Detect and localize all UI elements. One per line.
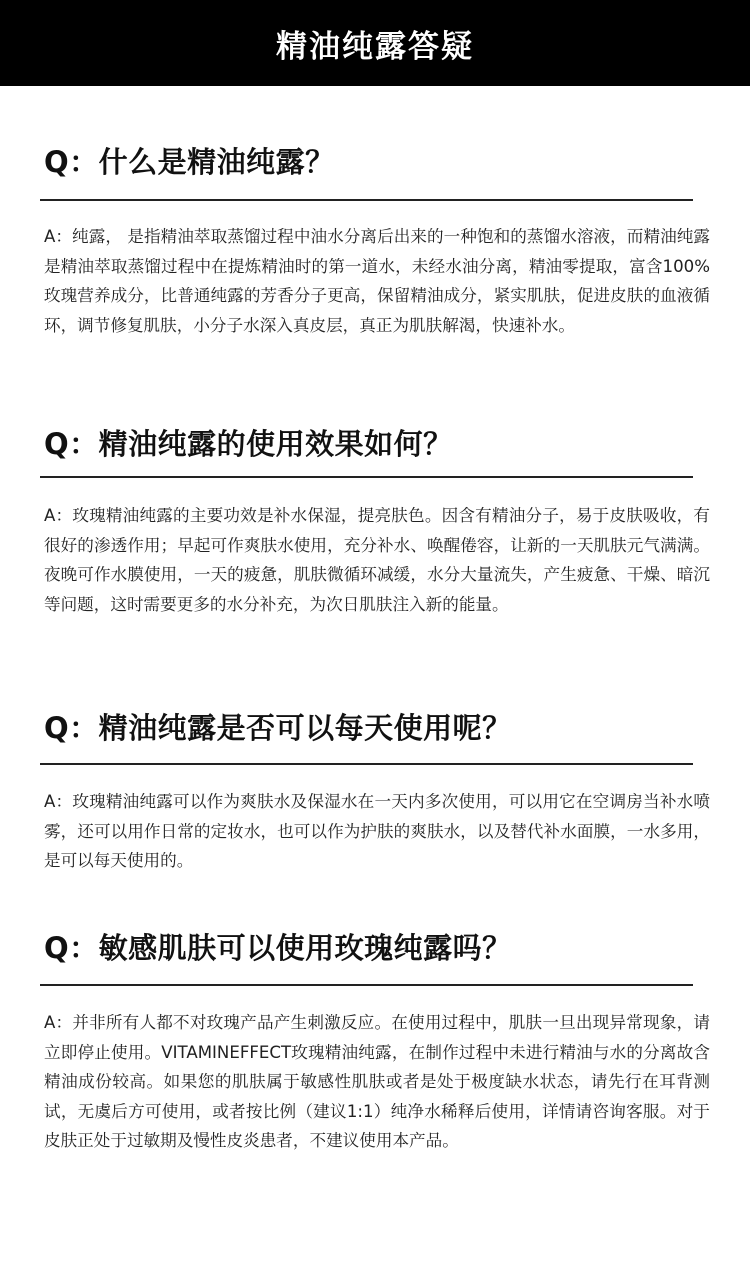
faq-answer-1: A：纯露， 是指精油萃取蒸馏过程中油水分离后出来的一种饱和的蒸馏水溶液，而精油纯露是精油萃取蒸馏过程中在提炼精油时的第一道水，未经水油分离，精油零提取，富含100%玫瑰营养成分，比普通纯露的芳香分子更高，保留精油成分，紧实肌肤，促进皮肤的血液循环，调节修复肌肤，小分子水深入真皮层，真正为肌肤解渴，快速补水。	[44, 227, 710, 335]
faq-question-1: Q：什么是精油纯露？	[44, 145, 335, 179]
faq-answer-4: A：并非所有人都不对玫瑰产品产生刺激反应。在使用过程中，肌肤一旦出现异常现象，请立即停止使用。VITAMINEFFECT玫瑰精油纯露，在制作过程中未进行精油与水的分离故含精油成份较高。如果您的肌肤属于敏感性肌肤或者是处于极度缺水状态，请先行在耳背测试，无虞后方可使用，或者按比例（建议1:1）纯净水稀释后使用，详情请咨询客服。对于皮肤正处于过敏期及慢性皮炎患者，不建议使用本产品。	[44, 1013, 710, 1150]
faq-answer-2: A：玫瑰精油纯露的主要功效是补水保湿，提亮肤色。因含有精油分子，易于皮肤吸收，有很好的渗透作用；早起可作爽肤水使用，充分补水、唤醒倦容，让新的一天肌肤元气满满。夜晚可作水膜使用，一天的疲惫，肌肤微循环减缓，水分大量流失，产生疲惫、干燥、暗沉等问题，这时需要更多的水分补充，为次日肌肤注入新的能量。	[44, 506, 710, 614]
divider	[40, 476, 693, 478]
divider	[40, 199, 693, 201]
faq-answer-3: A：玫瑰精油纯露可以作为爽肤水及保湿水在一天内多次使用，可以用它在空调房当补水喷雾，还可以用作日常的定妆水，也可以作为护肤的爽肤水，以及替代补水面膜，一水多用，是可以每天使用的。	[44, 792, 710, 870]
page-title: 精油纯露答疑	[276, 28, 474, 65]
divider	[40, 763, 693, 765]
faq-question-4: Q：敏感肌肤可以使用玫瑰纯露吗？	[44, 931, 512, 965]
faq-question-3: Q：精油纯露是否可以每天使用呢？	[44, 711, 512, 745]
divider	[40, 984, 693, 986]
faq-question-2: Q：精油纯露的使用效果如何？	[44, 427, 453, 461]
page-header	[0, 0, 750, 86]
